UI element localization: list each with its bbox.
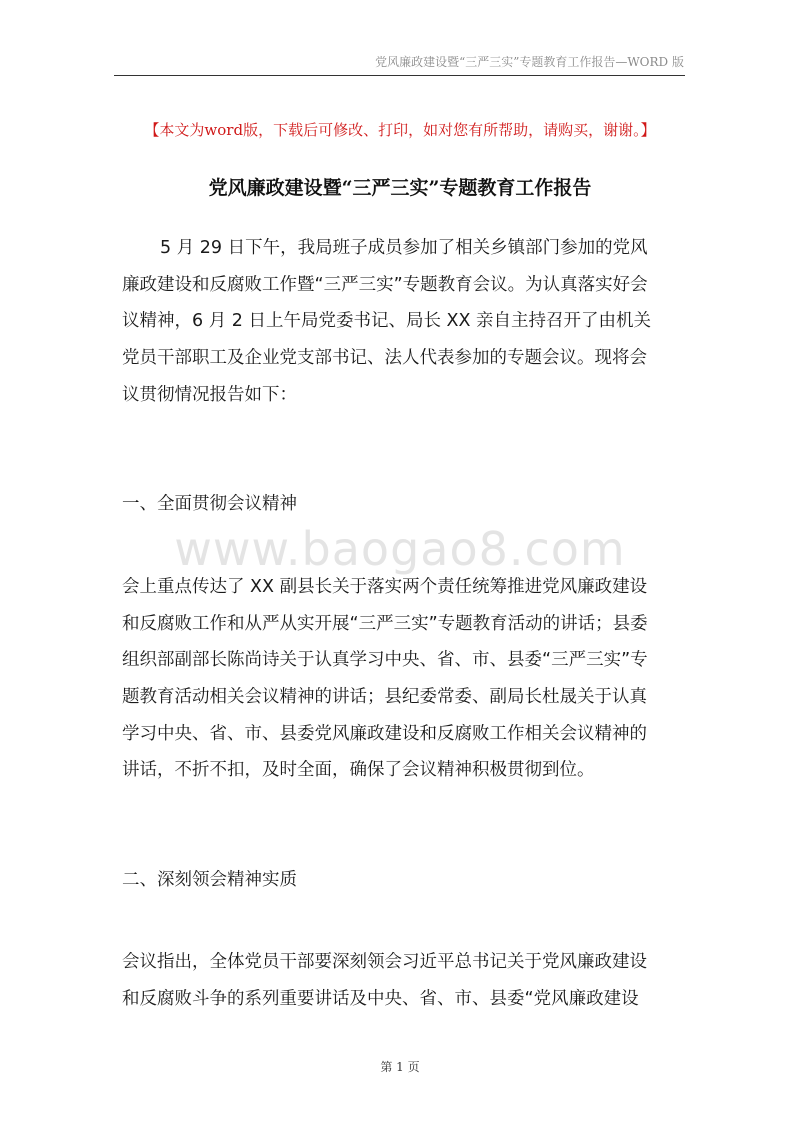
paragraph-line: 题教育活动相关会议精神的讲话；县纪委常委、副局长杜晟关于认真 bbox=[122, 687, 647, 708]
paragraph-line: 组织部副部长陈尚诗关于认真学习中央、省、市、县委“三严三实”专 bbox=[122, 650, 648, 671]
section-1-paragraph bbox=[122, 569, 682, 789]
paragraph-line: 议贯彻情况报告如下： bbox=[122, 384, 297, 405]
paragraph-line: 和反腐败斗争的系列重要讲话及中央、省、市、县委“党风廉政建设 bbox=[122, 988, 639, 1009]
running-header: 党风廉政建设暨“三严三实”专题教育工作报告—WORD 版 bbox=[375, 55, 684, 69]
paragraph-line: 讲话，不折不扣，及时全面，确保了会议精神积极贯彻到位。 bbox=[122, 760, 595, 781]
paragraph-line: 议精神，6 月 2 日上午局党委书记、局长 XX 亲自主持召开了由机关 bbox=[122, 311, 652, 332]
watermark: www.baogao8.com bbox=[174, 522, 626, 576]
paragraph-line: 会上重点传达了 XX 副县长关于落实两个责任统筹推进党风廉政建设 bbox=[122, 577, 648, 597]
paragraph-line: 党员干部职工及企业党支部书记、法人代表参加的专题会议。现将会 bbox=[122, 348, 647, 369]
section-2-paragraph bbox=[122, 944, 682, 1017]
section-heading-1: 一、全面贯彻会议精神 bbox=[122, 494, 297, 514]
document-title: 党风廉政建设暨“三严三实”专题教育工作报告 bbox=[208, 177, 592, 199]
paragraph-line: 学习中央、省、市、县委党风廉政建设和反腐败工作相关会议精神的 bbox=[122, 723, 647, 744]
paragraph-line: 廉政建设和反腐败工作暨“三严三实”专题教育会议。为认真落实好会 bbox=[122, 274, 648, 295]
section-heading-2: 二、深刻领会精神实质 bbox=[122, 870, 297, 890]
download-notice: 【本文为word版，下载后可修改、打印，如对您有所帮助，请购买，谢谢。】 bbox=[144, 121, 656, 139]
page-number: 第 1 页 bbox=[380, 1060, 420, 1074]
paragraph-line: 会议指出，全体党员干部要深刻领会习近平总书记关于党风廉政建设 bbox=[122, 952, 647, 972]
paragraph-line: 和反腐败工作和从严从实开展“三严三实”专题教育活动的讲话；县委 bbox=[122, 613, 648, 634]
header-divider bbox=[114, 75, 685, 76]
intro-paragraph bbox=[122, 230, 682, 413]
paragraph-line: 5 月 29 日下午，我局班子成员参加了相关乡镇部门参加的党风 bbox=[160, 238, 648, 258]
